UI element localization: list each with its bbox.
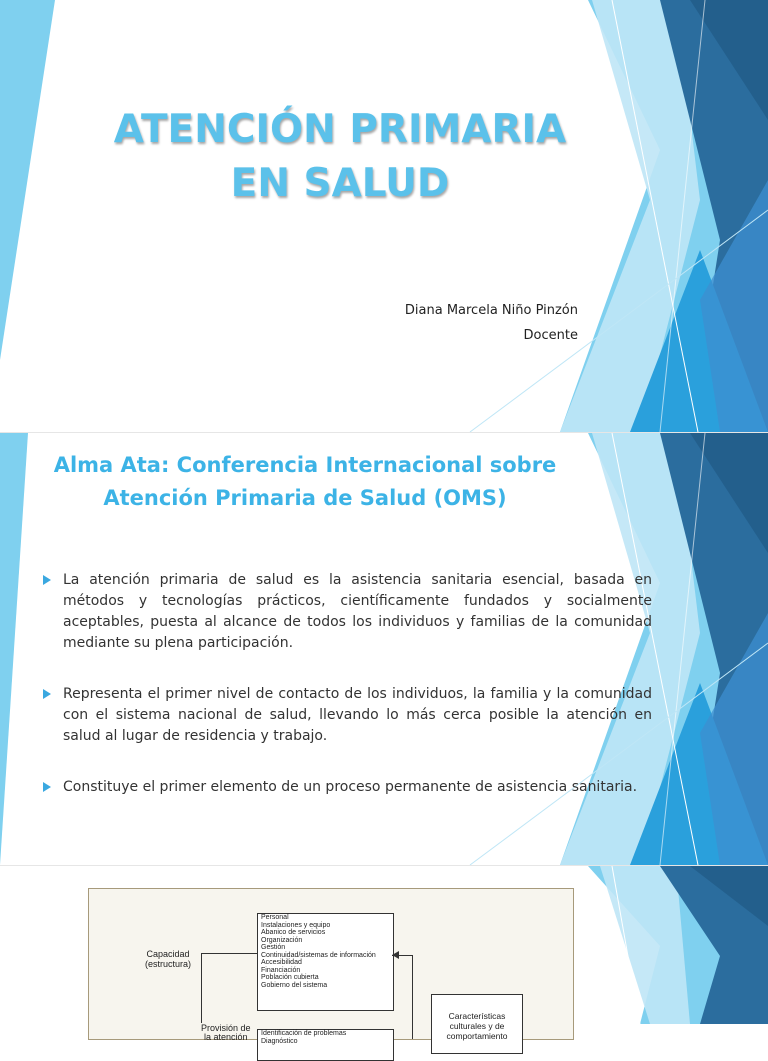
structure-item: Financiación [261,966,301,974]
author-role: Docente [523,328,578,343]
structure-box [257,913,394,1011]
alma-ata-slide [0,433,768,865]
characteristics-line-2: culturales y de [449,1021,505,1031]
structure-item: Continuidad/sistemas de información [261,951,376,959]
structure-item: Población cubierta [261,974,319,981]
characteristics-line-3: comportamiento [446,1031,508,1041]
process-item: Identificación de problemas [261,1030,347,1037]
bullet-text: Representa el primer nivel de contacto de los individuos, la familia y la comunidad con el sistema nacional de salud, llevando lo más cerca posible la atención en salud al lugar de residencia y trabajo. [63,686,652,744]
bullet-arrow-icon [43,782,51,792]
connector-line [201,953,257,954]
provision-label-line-2: la atención [203,1032,248,1042]
process-item: Diagnóstico [261,1037,298,1045]
author-name: Diana Marcela Niño Pinzón [404,303,578,318]
title-line-1: ATENCIÓN PRIMARIA [113,107,567,152]
bullet-arrow-icon [43,689,51,699]
provision-label [201,1024,251,1042]
structure-item: Instalaciones y equipo [261,921,331,929]
title-line-2: EN SALUD [230,161,450,206]
bullet-item [40,570,652,654]
bullet-arrow-icon [43,575,51,585]
slide-title-line-2: Atención Primaria de Salud (OMS) [103,486,507,510]
bullet-text: La atención primaria de salud es la asistencia sanitaria esencial, basada en métodos y tecnologías prácticos, científicamente fundados y socialmente aceptables, puesta al alcance de todos los individuos y familias de la comunidad mediante su plena participación. [63,572,652,651]
provision-label-line-1: Provisión de [201,1023,251,1033]
connector-line [412,955,413,1039]
structure-item: Abanico de servicios [261,929,326,936]
capacity-label-line-1: Capacidad [146,949,190,959]
title-slide [0,0,768,432]
arrowhead-icon [389,950,399,960]
structure-item: Gobierno del sistema [261,981,328,989]
presentation-title [80,103,600,211]
connector-line [201,953,202,1023]
figure-slide [0,866,768,1045]
structure-item: Gestión [261,944,286,951]
health-system-diagram [88,888,574,1045]
process-box [257,1029,394,1061]
decorative-shapes [0,0,768,432]
structure-item: Personal [261,914,289,921]
slide-title-line-1: Alma Ata: Conferencia Internacional sobre [53,453,557,477]
characteristics-line-1: Características [448,1011,506,1021]
capacity-label [145,949,191,969]
bullet-list [40,570,652,798]
bullet-item [40,684,652,747]
bullet-item [40,777,652,798]
characteristics-box [431,994,523,1054]
structure-item: Accesibilidad [261,959,302,966]
structure-item: Organización [261,936,303,944]
capacity-label-line-2: (estructura) [145,959,192,969]
slide-title [40,449,570,515]
bullet-text: Constituye el primer elemento de un proceso permanente de asistencia sanitaria. [63,779,638,795]
